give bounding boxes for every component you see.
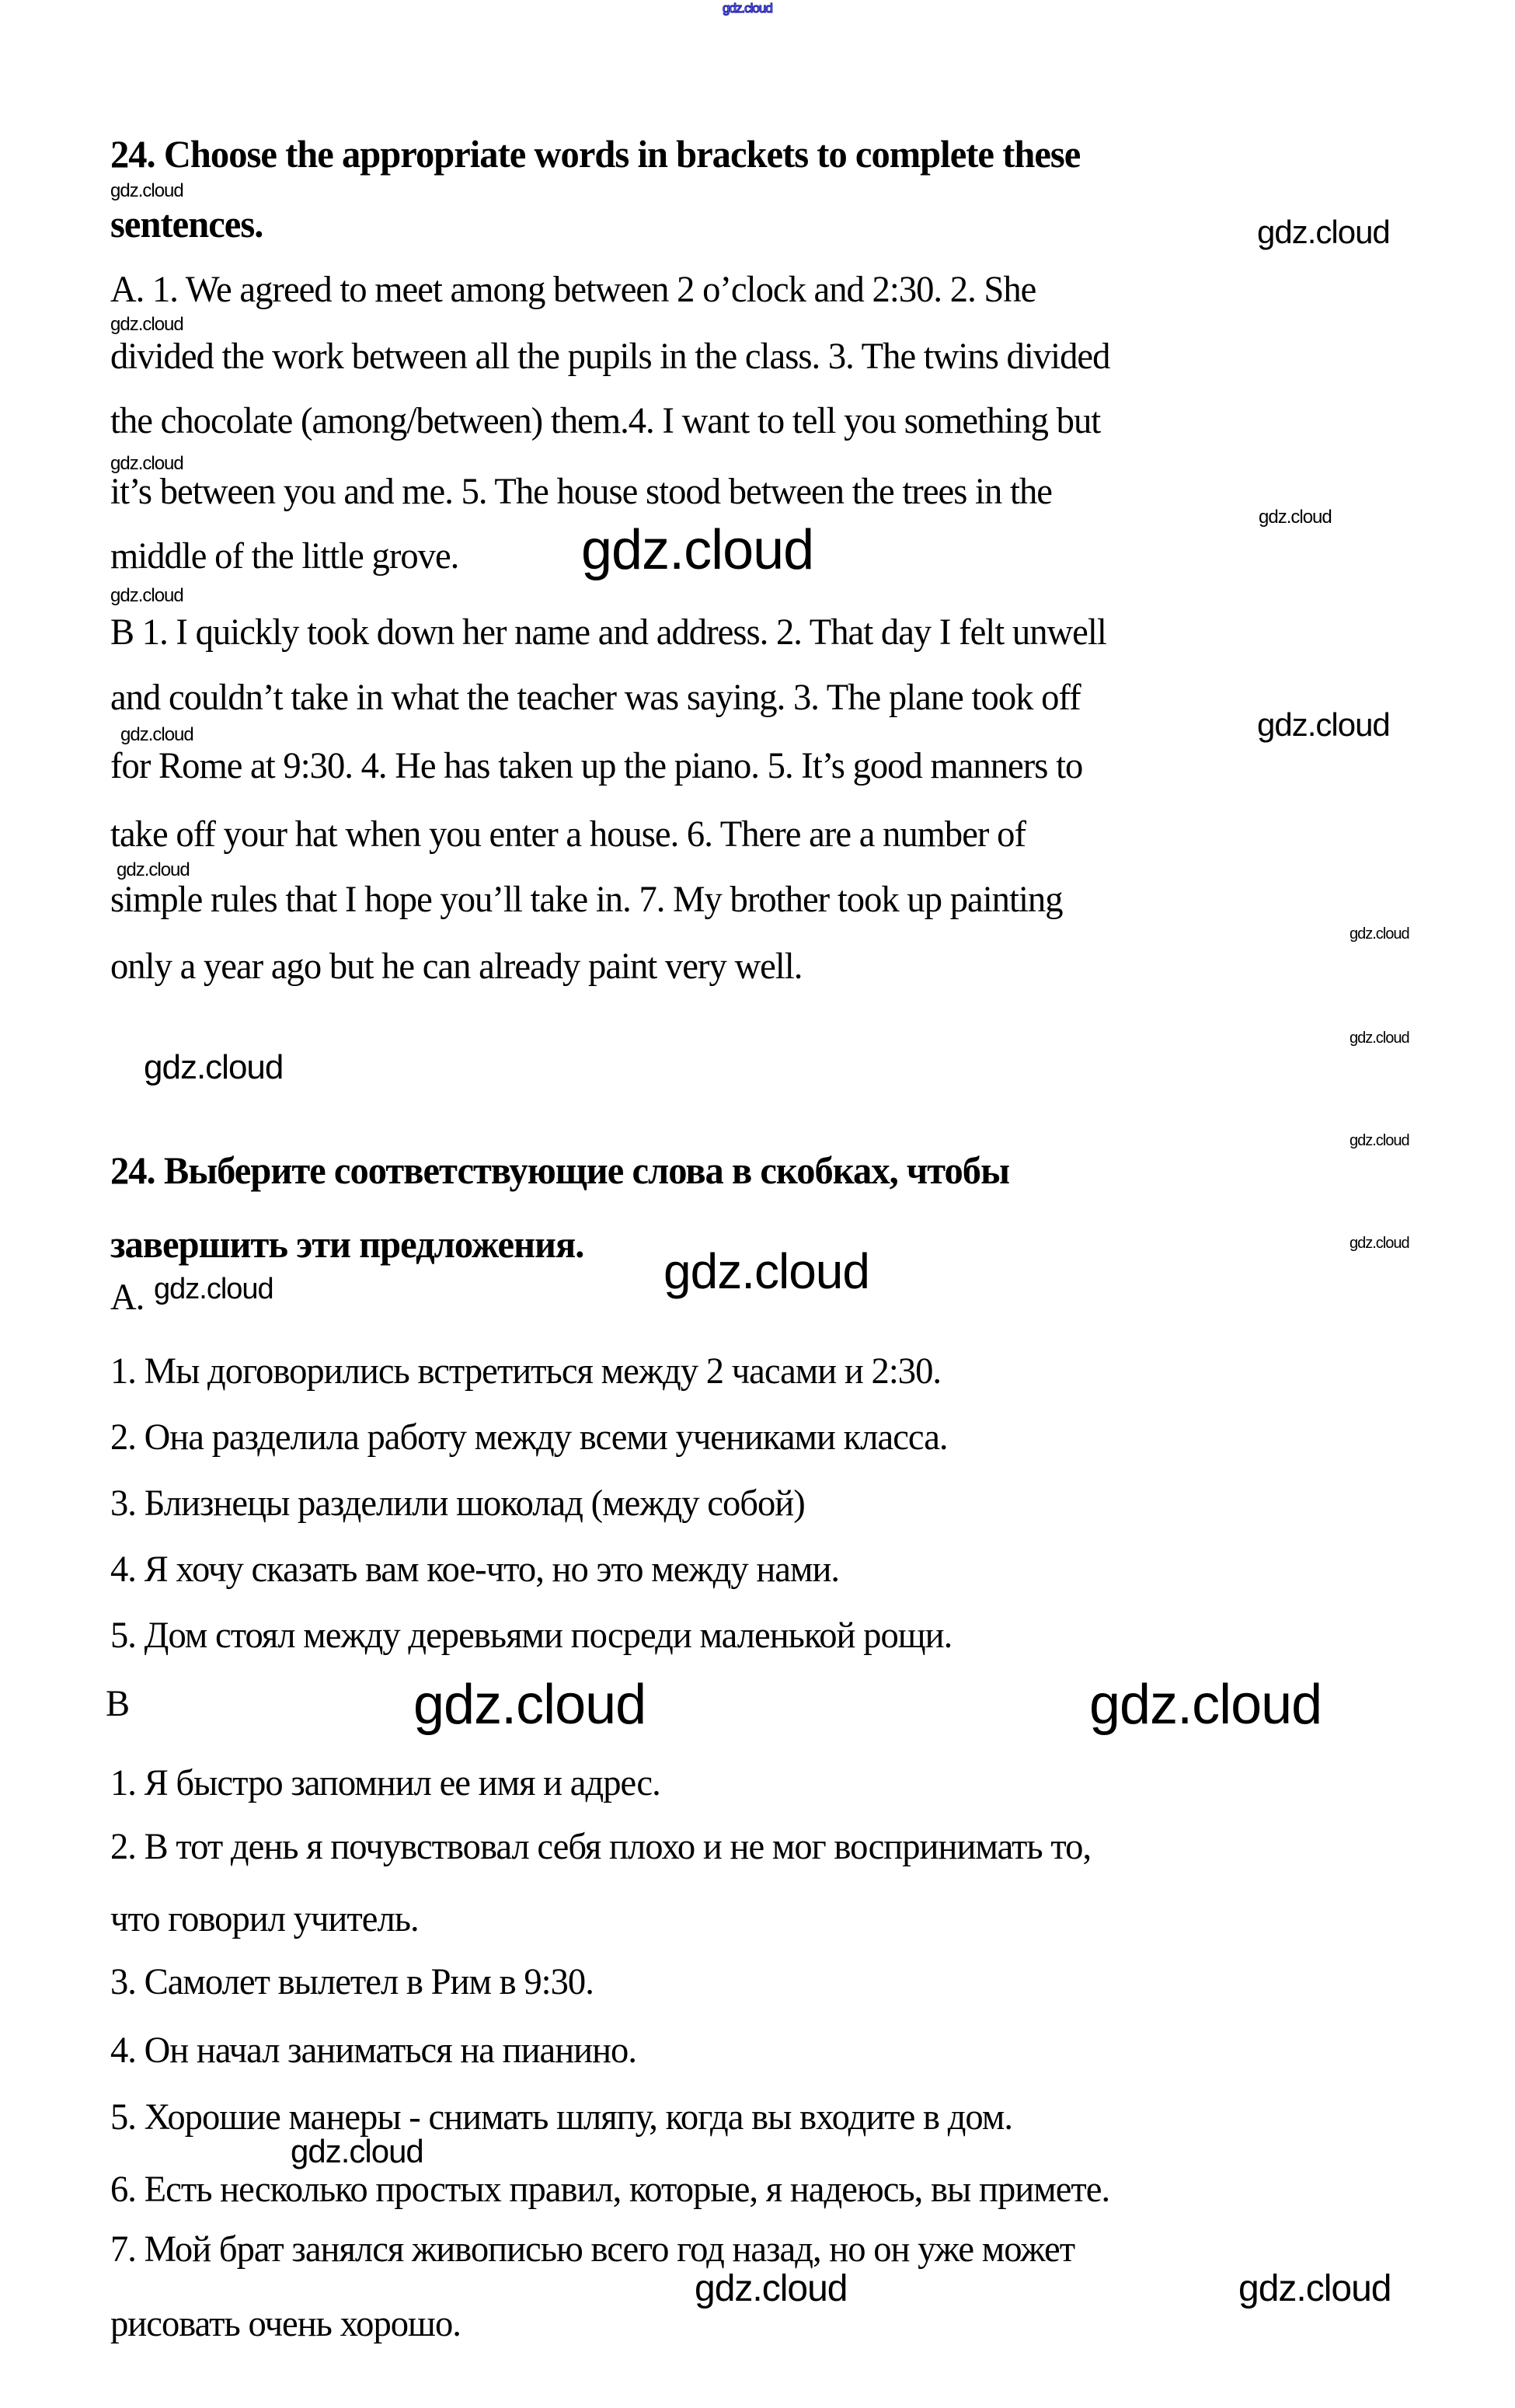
watermark-gdz-cloud: gdz.cloud (1089, 1674, 1322, 1736)
text-line-11: take off your hat when you enter a house. 6. There are a number of (110, 814, 1026, 855)
text-line-3: A. 1. We agreed to meet among between 2 o’clock and 2:30. 2. She (110, 269, 1036, 310)
text-line-27: 4. Он начал заниматься на пианино. (110, 2030, 637, 2071)
text-line-14: 24. Выберите соответствующие слова в скобках, чтобы (110, 1148, 1009, 1192)
text-line-6: it’s between you and me. 5. The house stood between the trees in the (110, 471, 1052, 512)
text-line-19: 3. Близнецы разделили шоколад (между собой) (110, 1483, 805, 1524)
watermark-gdz-cloud: gdz.cloud (144, 1048, 284, 1086)
text-line-21: 5. Дом стоял между деревьями посреди маленькой рощи. (110, 1615, 953, 1656)
text-line-24: 2. В тот день я почувствовал себя плохо и не мог воспринимать то, (110, 1826, 1092, 1867)
watermark-gdz-cloud: gdz.cloud (663, 1243, 869, 1299)
text-line-4: divided the work between all the pupils in the class. 3. The twins divided (110, 336, 1110, 377)
watermark-gdz-cloud: gdz.cloud (723, 1, 772, 16)
watermark-gdz-cloud: gdz.cloud (1259, 507, 1332, 528)
text-line-28: 5. Хорошие манеры - снимать шляпу, когда вы входите в дом. (110, 2096, 1013, 2138)
watermark-gdz-cloud: gdz.cloud (110, 180, 183, 201)
text-line-16: А. (110, 1277, 145, 1318)
text-line-13: only a year ago but he can already paint very well. (110, 946, 803, 987)
watermark-gdz-cloud: gdz.cloud (120, 724, 193, 745)
watermark-gdz-cloud: gdz.cloud (1350, 1235, 1409, 1252)
text-line-5: the chocolate (among/between) them.4. I want to tell you something but (110, 400, 1101, 441)
text-line-31: рисовать очень хорошо. (110, 2303, 461, 2344)
text-line-7: middle of the little grove. (110, 535, 459, 577)
watermark-gdz-cloud: gdz.cloud (110, 314, 183, 335)
text-line-15: завершить эти предложения. (110, 1222, 584, 1266)
watermark-gdz-cloud: gdz.cloud (695, 2268, 848, 2309)
watermark-gdz-cloud: gdz.cloud (1257, 706, 1390, 743)
text-line-26: 3. Самолет вылетел в Рим в 9:30. (110, 1961, 594, 2002)
watermark-gdz-cloud: gdz.cloud (117, 859, 190, 880)
text-line-2: sentences. (110, 202, 263, 246)
text-line-12: simple rules that I hope you’ll take in. 7. My brother took up painting (110, 879, 1063, 920)
text-line-10: for Rome at 9:30. 4. He has taken up the piano. 5. It’s good manners to (110, 745, 1083, 786)
text-line-29: 6. Есть несколько простых правил, которые, я надеюсь, вы примете. (110, 2169, 1110, 2210)
watermark-gdz-cloud: gdz.cloud (1350, 1030, 1409, 1047)
watermark-gdz-cloud: gdz.cloud (291, 2133, 423, 2169)
text-line-17: 1. Мы договорились встретиться между 2 часами и 2:30. (110, 1350, 942, 1392)
watermark-gdz-cloud: gdz.cloud (154, 1273, 273, 1305)
watermark-gdz-cloud: gdz.cloud (110, 585, 183, 606)
watermark-gdz-cloud: gdz.cloud (1350, 925, 1409, 943)
text-line-25: что говорил учитель. (110, 1898, 419, 1939)
text-line-9: and couldn’t take in what the teacher was saying. 3. The plane took off (110, 677, 1081, 718)
text-line-20: 4. Я хочу сказать вам кое-что, но это между нами. (110, 1549, 840, 1590)
watermark-gdz-cloud: gdz.cloud (581, 519, 814, 581)
text-line-30: 7. Мой брат занялся живописью всего год назад, но он уже может (110, 2229, 1075, 2270)
text-line-1: 24. Choose the appropriate words in brackets to complete these (110, 132, 1081, 176)
watermark-gdz-cloud: gdz.cloud (413, 1674, 646, 1736)
watermark-gdz-cloud: gdz.cloud (1238, 2268, 1391, 2309)
text-line-18: 2. Она разделила работу между всеми учениками класса. (110, 1417, 948, 1458)
text-line-22: В (106, 1683, 130, 1724)
text-line-8: B 1. I quickly took down her name and address. 2. That day I felt unwell (110, 612, 1106, 653)
watermark-gdz-cloud: gdz.cloud (110, 453, 183, 474)
watermark-gdz-cloud: gdz.cloud (1350, 1132, 1409, 1149)
text-line-23: 1. Я быстро запомнил ее имя и адрес. (110, 1762, 660, 1803)
watermark-gdz-cloud: gdz.cloud (1257, 214, 1390, 250)
